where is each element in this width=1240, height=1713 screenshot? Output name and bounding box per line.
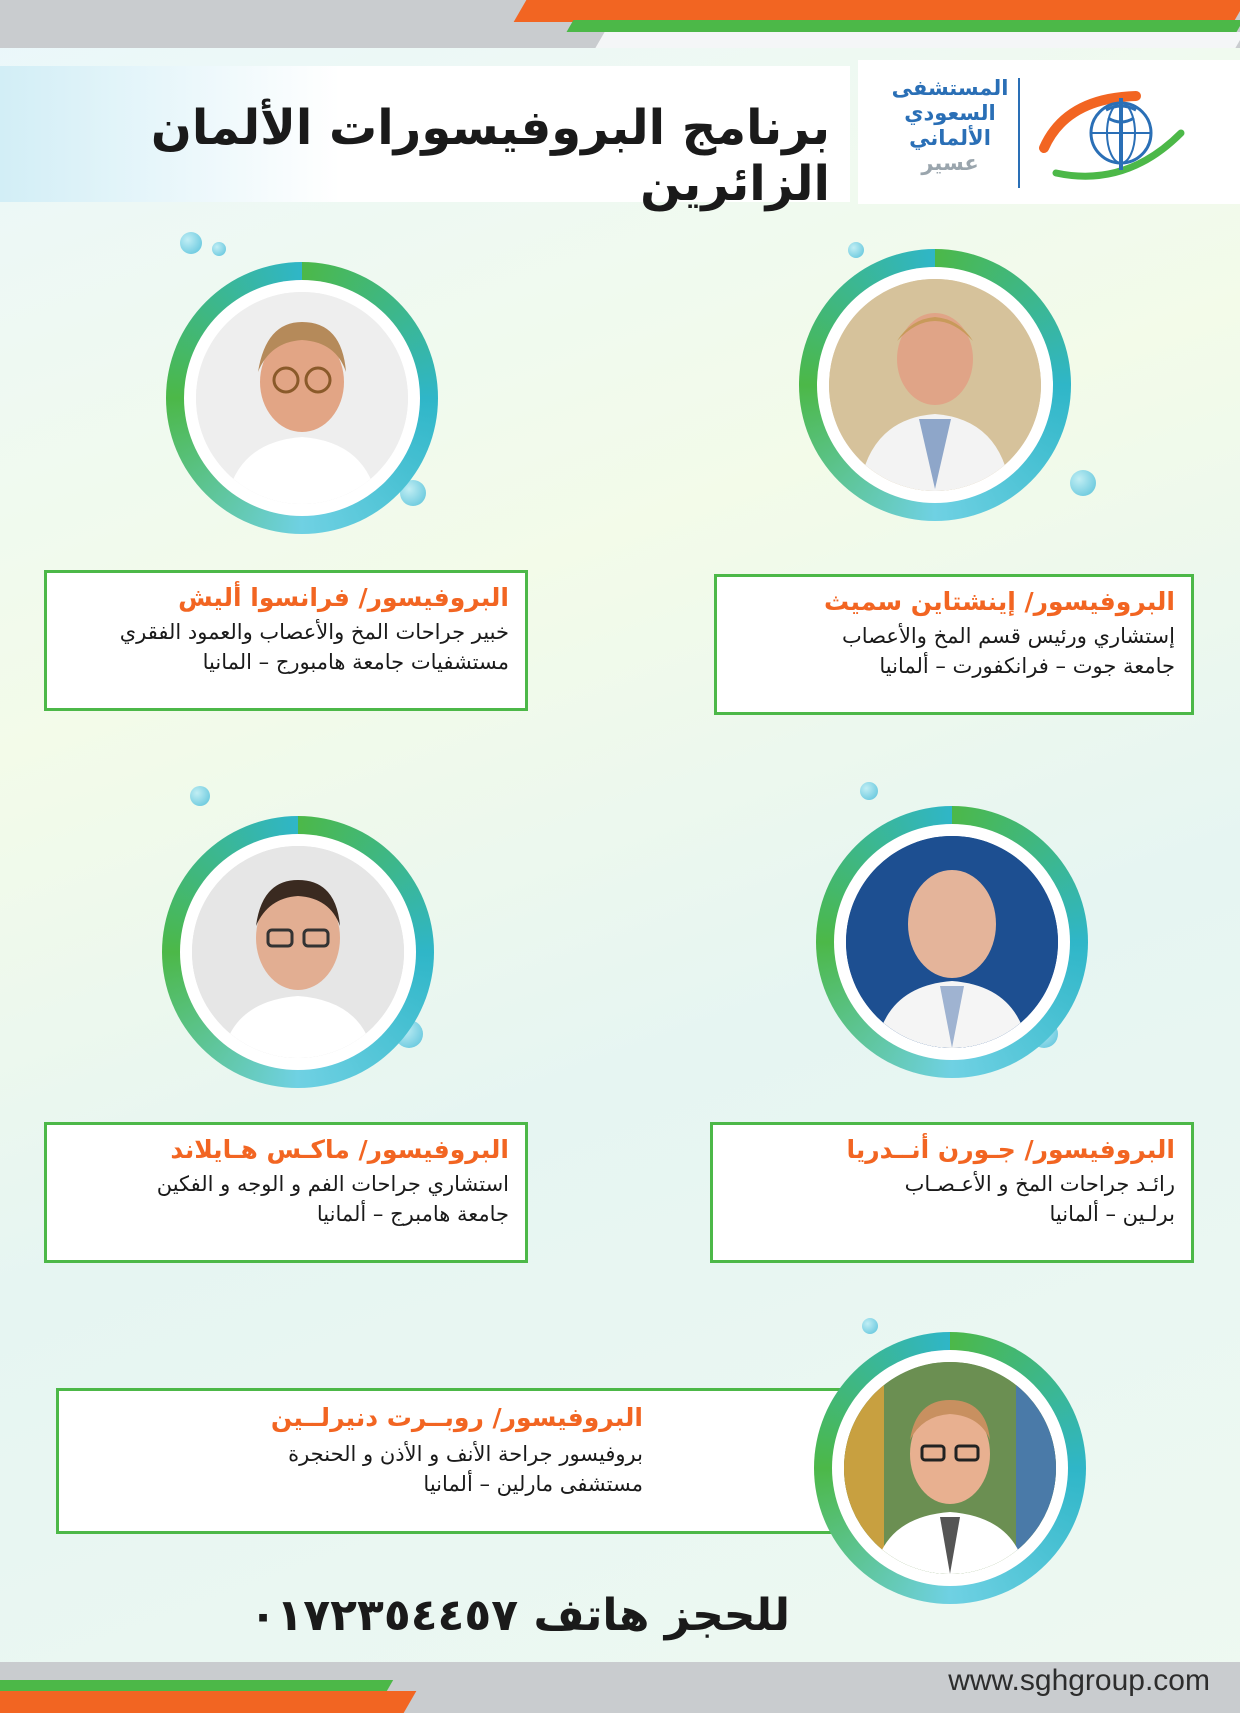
professor-photo	[192, 846, 404, 1058]
professor-name: البروفيسور/ فرانسوا أليش	[178, 583, 509, 612]
logo-divider	[1018, 78, 1020, 188]
professor-portrait	[820, 1338, 1080, 1598]
professor-title: رائـد جراحات المخ و الأعـصـاب	[904, 1172, 1175, 1196]
professor-affiliation: جامعة جوت – فرانكفورت – ألمانيا	[879, 654, 1175, 678]
bubble-decoration	[1070, 470, 1096, 496]
bubble-decoration	[212, 242, 226, 256]
booking-phone[interactable]: للحجز هاتف ٠١٧٢٣٥٤٤٥٧	[249, 1590, 790, 1641]
professor-photo	[829, 279, 1041, 491]
professor-affiliation: جامعة هامبرج – ألمانيا	[316, 1202, 509, 1226]
professor-title: خبير جراحات المخ والأعصاب والعمود الفقري	[119, 620, 509, 644]
professor-affiliation: مستشفيات جامعة هامبورج – المانيا	[202, 650, 509, 674]
professor-photo	[196, 292, 408, 504]
bubble-decoration	[190, 786, 210, 806]
logo-line-2: السعودي	[904, 101, 996, 125]
professor-name: البروفيسور/ ماكـس هـايلاند	[170, 1135, 509, 1164]
professor-portrait	[172, 268, 432, 528]
professor-card	[44, 570, 528, 711]
page-title: برنامج البروفيسورات الألمان الزائرين	[150, 100, 830, 212]
professor-affiliation: مستشفى مارلين – ألمانيا	[423, 1472, 643, 1496]
professor-photo	[846, 836, 1058, 1048]
professor-portrait	[168, 822, 428, 1082]
bubble-decoration	[180, 232, 202, 254]
professor-card	[44, 1122, 528, 1263]
logo-line-1: المستشفى	[891, 76, 1009, 100]
professor-name: البروفيسور/ جـورن أنــدريا	[846, 1135, 1175, 1164]
professor-title: بروفيسور جراحة الأنف و الأذن و الحنجرة	[288, 1442, 643, 1466]
professor-portrait	[822, 812, 1082, 1072]
logo-location: عسير	[921, 151, 979, 175]
professor-title: إستشاري ورئيس قسم المخ والأعصاب	[842, 624, 1175, 648]
professor-affiliation: برلـين – ألمانيا	[1049, 1202, 1175, 1226]
professor-name: البروفيسور/ روبــرت دنيرلــين	[270, 1403, 643, 1432]
caduceus-globe-icon	[1036, 78, 1186, 188]
hospital-logo-text	[880, 76, 1020, 176]
bubble-decoration	[862, 1318, 878, 1334]
bubble-decoration	[860, 782, 878, 800]
logo-line-3: الألماني	[909, 126, 991, 150]
professor-name: البروفيسور/ إينشتاين سميث	[824, 587, 1175, 616]
professor-title: استشاري جراحات الفم و الوجه و الفكين	[156, 1172, 509, 1196]
professor-photo	[844, 1362, 1056, 1574]
professor-card	[714, 574, 1194, 715]
website-link[interactable]: www.sghgroup.com	[948, 1664, 1210, 1697]
professor-portrait	[805, 255, 1065, 515]
professor-card	[56, 1388, 876, 1534]
professor-card	[710, 1122, 1194, 1263]
top-decorative-bar	[0, 0, 1240, 48]
